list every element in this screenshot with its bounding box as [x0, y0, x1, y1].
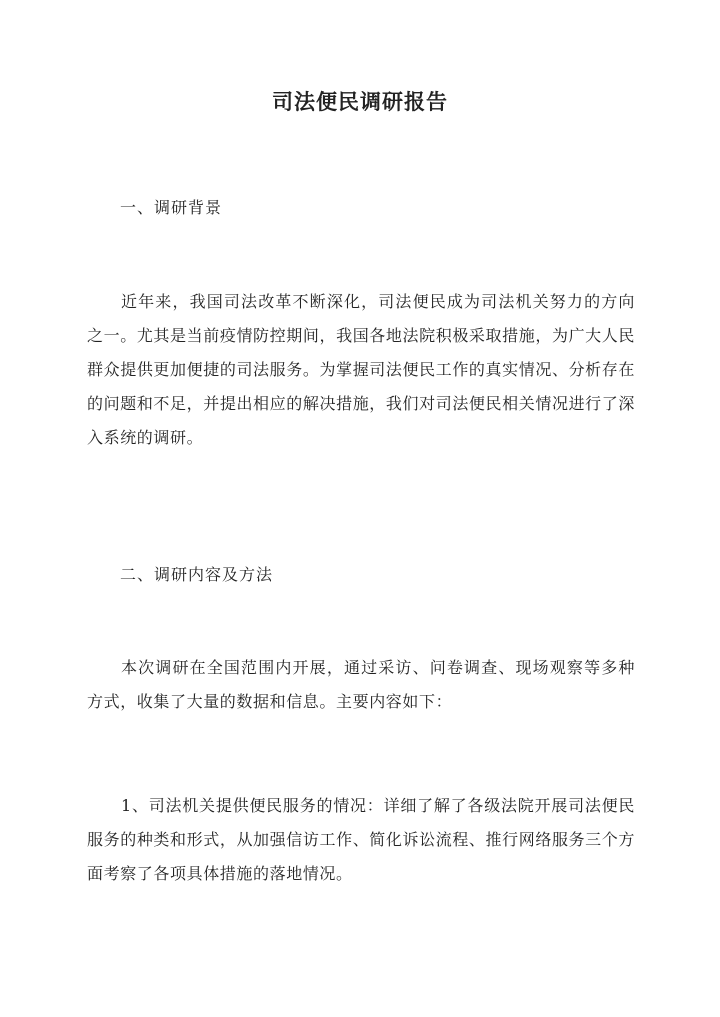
document-title: 司法便民调研报告: [272, 89, 448, 114]
section-heading-content-method: 二、调研内容及方法: [120, 565, 274, 584]
section-heading-background: 一、调研背景: [120, 198, 223, 217]
paragraph-background: 近年来，我国司法改革不断深化，司法便民成为司法机关努力的方向之一。尤其是当前疫情防控期间，我国各地法院积极采取措施，为广大人民群众提供更加便捷的司法服务。为掌握司法便民工作的真实情况、分析存在的问题和不足，并提出相应的解决措施，我们对司法便民相关情况进行了深入系统的调研。: [87, 292, 635, 447]
paragraph-item-1: 1、司法机关提供便民服务的情况：详细了解了各级法院开展司法便民服务的种类和形式，从加强信访工作、简化诉讼流程、推行网络服务三个方面考察了各项具体措施的落地情况。: [87, 796, 635, 883]
paragraph-content-method: 本次调研在全国范围内开展，通过采访、问卷调查、现场观察等多种方式，收集了大量的数据和信息。主要内容如下：: [87, 658, 635, 711]
